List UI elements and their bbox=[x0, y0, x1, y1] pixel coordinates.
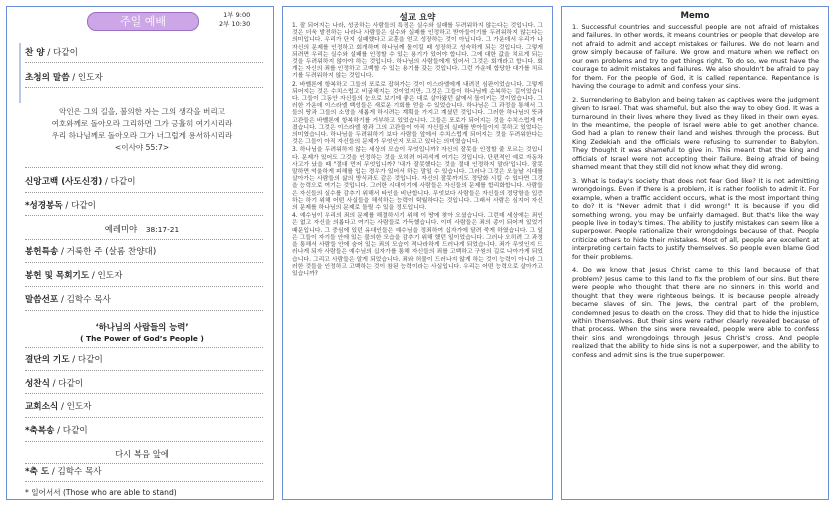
order-item-scripture-reading: *성경봉독 / 다같이 bbox=[25, 201, 96, 211]
sermon-title-english: ( The Power of God’s People ) bbox=[80, 334, 204, 343]
order-item-who: 다같이 bbox=[71, 201, 96, 211]
order-item-label: *축 도 bbox=[25, 467, 50, 477]
service-title: 주일 예배 bbox=[87, 12, 199, 31]
order-item-offering-song: 봉헌특송 / 거룩한 주 (살롬 찬양대) bbox=[25, 247, 157, 257]
divider bbox=[25, 87, 263, 88]
invitation-scripture: 악인은 그의 길을, 불의한 자는 그의 생각을 버리고 여호와께로 돌아오라 그리하면 그가 긍휼히 여기시리라 우리 하나님께로 돌아오라 그가 너그럽게 용서하시리라 <이사야 55:7> bbox=[21, 106, 263, 154]
divider bbox=[25, 393, 263, 394]
divider bbox=[25, 192, 263, 193]
divider bbox=[25, 62, 263, 63]
order-item-blessing-song: *축복송 / 다같이 bbox=[25, 426, 88, 436]
sermon-summary-panel bbox=[282, 6, 553, 500]
order-item-label: 말씀선포 bbox=[25, 295, 59, 305]
order-item-who: 다같이 bbox=[52, 48, 78, 58]
order-item-who: 다같이 bbox=[62, 426, 88, 436]
memo-title: Memo bbox=[680, 11, 710, 21]
divider bbox=[25, 441, 263, 442]
standing-note: * 일어서서 (Those who are able to stand) bbox=[25, 488, 177, 497]
divider bbox=[25, 310, 263, 311]
order-item-label: 봉헌특송 bbox=[25, 247, 59, 257]
order-item-label: 교회소식 bbox=[25, 402, 59, 412]
divider bbox=[25, 481, 263, 482]
order-item-label: 찬 양 bbox=[25, 48, 45, 58]
divider bbox=[25, 370, 263, 371]
divider bbox=[25, 463, 263, 464]
order-item-label: *성경봉독 bbox=[25, 201, 63, 211]
divider bbox=[25, 286, 263, 287]
order-item-who: 다같이 bbox=[58, 379, 84, 389]
summary-body bbox=[292, 23, 543, 279]
divider bbox=[25, 262, 263, 263]
order-of-service-panel bbox=[6, 6, 274, 500]
summary-paragraph: 4. 예수님이 우리의 죄의 문제를 해결하시기 위해 이 땅에 찾아 오셨습니다. 그런데 세상에는 죄인은 없고 자신을 의롭다고 여기는 사람들로 가득했습니다. 이미 사람들은 죄의 종이 되어져 있었기 때문입니다. 그 중심에 있던 유대인들은 예수님을 정죄하여 십자가에 달려 죽게 하였습니다. 그 일은 그들이 자기들 안에 있는 불의한 모습을 감추기 위해 했던 일이었습니다. 그러나 오히려 그 과정을 통해서 사람들 안에 숨어 있는 죄의 모습이 적나라하게 드러나게 되었습니다. 죄가 무엇인지 드러나게 되자 사람들은 예수님의 십자가를 통해 자신들의 죄를 고백하고 구원의 길로 나아가게 되었습니다. 그리고 사람들은 알게 되었습니다. 죄와 허물이 드러나지 않게 하는 것이 능력이 아니라 그러한 것들을 인정하고 고백하는 것이 참된 능력이라는 사실입니다. 우리는 어떤 능력으로 살아가고 있습니까? bbox=[292, 213, 543, 277]
sermon-title bbox=[21, 322, 263, 344]
next-week-title: 다시 복음 앞에 bbox=[115, 449, 169, 459]
order-item-who: 거룩한 주 (살롬 찬양대) bbox=[66, 247, 157, 257]
service-time-1: 1부 9:00 bbox=[223, 11, 251, 19]
order-item-label: 결단의 기도 bbox=[25, 355, 70, 365]
memo-body bbox=[572, 23, 819, 364]
service-times bbox=[219, 11, 250, 29]
reading-book: 예레미야 bbox=[104, 224, 138, 234]
summary-paragraph: 3. 하나님을 두려워하지 않는 세상의 모습이 무엇입니까? 자신의 잘못을 인정할 줄 모르는 것입니다. 문제가 있어도 그것을 인정하는 것을 오히려 어리석게 여기는 것입니다. 단편적인 예로 자동차 사고가 났을 때 "절대 먼저 무엇입니까? '내가 잘못했다는 것을 절대 인정하지 말라'입니다. 잘못 말하면 억울하게 피해를 입는 경우가 있어서 하는 말일 수 있습니다. 그러나 그것은 오늘날 시대를 살아가는 사람들의 삶의 방식과도 같은 것입니다. 자신의 잘못까지도 정당화 시킬 수 있다면 그것을 능력으로 여기는 것입니다. 그러한 시대이기에 사람들은 자신들의 문제를 합리화합니다. 사람들은 자신들의 실수를 감추기 위해서 타인을 비난합니다. 무엇보다 사람들은 자신들의 정당함을 입증하는 하기 위해 어떤 사실들을 해석하는 능력이 탁월하다는 것입니다. 그래서 사람은 심지어 자신의 문제를 하나님의 문제로 돌릴 수 있을 정도입니다. bbox=[292, 147, 543, 212]
order-item-who: 김학수 목사 bbox=[66, 295, 111, 305]
order-item-label: 신앙고백 (사도신경) bbox=[25, 177, 103, 187]
divider bbox=[25, 239, 263, 240]
order-item-praise: 찬 양 / 다같이 bbox=[25, 48, 78, 58]
memo-paragraph: 1. Successful countries and successful people are not afraid of mistakes and failures. In other words, it means countries or people that develop are not afraid to admit and accept mistakes or failures. We do not learn and grow simply because of failure. We grow and mature when we reflect on our own problems and try to get things right. To do so, we must have the courage to admit mistakes and failures. We also shouldn't be afraid to pay for them. For the people of God, it is called repentance. Repentance is having the courage to admit and confess your sins. bbox=[572, 23, 819, 91]
divider bbox=[25, 417, 263, 418]
memo-paragraph: 2. Surrendering to Babylon and being taken as captives were the judgment given to Israel. That was shameful, but also the way to obey God. It was a turnaround in their lives where they lived as they liked in their own eyes. In the meantime, the people of Israel were able to get another chance. God had a plan to renew their land and wishes through the process. But King Zedekiah and the officials were refusing to surrender to Babylon. They thought it was shameful to give in. This meant that the king and officials of Israel were not accepting their failure. Being afraid of being shamed meant that they still did not know what they did wrong. bbox=[572, 95, 819, 172]
divider bbox=[25, 347, 263, 348]
order-item-label: 봉헌 및 목회기도 bbox=[25, 271, 90, 281]
order-item-who: 다같이 bbox=[110, 177, 136, 187]
order-item-label: *축복송 bbox=[25, 426, 55, 436]
decor-bar bbox=[19, 43, 21, 103]
divider bbox=[25, 167, 263, 168]
order-item-who: 김학수 목사 bbox=[57, 467, 102, 477]
order-item-offering-prayer: 봉헌 및 목회기도 / 인도자 bbox=[25, 271, 123, 281]
order-item-who: 다같이 bbox=[77, 355, 103, 365]
service-time-2: 2부 10:30 bbox=[219, 20, 251, 28]
order-item-label: 성찬식 bbox=[25, 379, 50, 389]
order-item-who: 인도자 bbox=[97, 271, 123, 281]
order-item-benediction: *축 도 / 김학수 목사 bbox=[25, 467, 102, 477]
order-item-creed: 신앙고백 (사도신경) / 다같이 bbox=[25, 177, 136, 187]
reading-reference bbox=[21, 223, 263, 235]
summary-paragraph: 1. 잘 되어지는 나라, 성공하는 사람들의 특징은 실수와 실패를 두려워하지 않는다는 것입니다. 그것은 더욱 발전하는 나라나 사람들은 실수와 실패를 인정하고 받아들이기를 두려워하지 않는다는 의미입니다. 우리가 단지 실패했다고 교훈을 얻고 성장하는 것이 아닙니다. 그 가운데서 우리가 나 자신의 문제를 인정하고 회개하며 하나님께 돌이킬 때 성장하고 성숙하게 되는 것입니다. 그렇게 되려면 우리는 실수와 실패를 인정할 수 있는 용기가 있어야 합니다. 그에 대한 값을 치르게 되는 것을 두려워하지 않아야 하는 것입니다. 하나님의 사람들에게 있어서 그것은 회개라고 합니다. 회개는 자신의 죄를 인정하고 고백할 수 있는 용기를 갖는 것입니다. 그런 가운데 합당한 대가를 치르기를 두려워하지 않는 것입니다. bbox=[292, 23, 543, 80]
order-item-communion: 성찬식 / 다같이 bbox=[25, 379, 84, 389]
order-item-decision-prayer: 결단의 기도 / 다같이 bbox=[25, 355, 103, 365]
order-item-sermon: 말씀선포 / 김학수 목사 bbox=[25, 295, 111, 305]
divider bbox=[25, 215, 263, 216]
reading-verses: 38:17-21 bbox=[145, 225, 180, 234]
order-item-invitation: 초청의 말씀 / 인도자 bbox=[25, 73, 103, 83]
order-item-who: 인도자 bbox=[77, 73, 103, 83]
memo-paragraph: 3. What is today's society that does not fear God like? It is not admitting wrongdoings. Even if there is a problem, it is rather foolish to admit it. For example, when a traffic accident occurs, what is the most important thing to do? It is "Never admit that I did wrong!" It is because if you did something wrong, you may be unfairly damaged. But that's like the way people live in today's times. The ability to justify mistakes can seem like a superpower. People rationalize their wrongdoings because of that. People criticize others to hide their mistakes. Most of all, people are excellent at interpreting certain facts to justify themselves. So people even blame God for their problems. bbox=[572, 176, 819, 261]
memo-paragraph: 4. Do we know that Jesus Christ came to this land because of that problem? Jesus came to this land to fix the problem of our sins. But there were people who thought that there are no sinners in this world and thought that they were righteous beings. It is because people already became slaves of sin. The Jews, the central part of the problem, condemned Jesus to death on the cross. They did that to hide the injustice within themselves. But their sins were rather clearly revealed because of that process. When the sins were revealed, people were able to confess their sins and wrongdoings through Jesus Christ's cross. And people realized that the ability to hide sins is not a superpower, and the ability to confess and admit sins is the true superpower. bbox=[572, 266, 819, 359]
order-item-announcements: 교회소식 / 인도자 bbox=[25, 402, 92, 412]
scripture-reference: <이사야 55:7> bbox=[114, 143, 170, 152]
order-item-label: 초청의 말씀 bbox=[25, 73, 70, 83]
order-item-who: 인도자 bbox=[66, 402, 92, 412]
sermon-title-korean: ‘하나님의 사람들의 능력’ bbox=[95, 322, 189, 332]
memo-panel bbox=[561, 6, 829, 500]
summary-title: 설교 요약 bbox=[399, 13, 436, 23]
summary-paragraph: 2. 바벨론에 항복하고 그들의 포로로 잡혀가는 것이 이스라엘에게 내려진 심판이었습니다. 그렇게 되어지는 것은 수치스럽고 비굴해지는 것이었지만, 그것은 그들이 하나님께 순복하는 길이었습니다. 그들이 그동안 자신들의 눈으로 보기에 좋은 대로 살아왔던 삶에서 돌이키는 것이었습니다. 그러한 가운데 이스라엘 백성들은 새로운 기회를 얻을 수 있었습니다. 하나님은 그 과정을 통해서 그들의 땅과 그들의 소망을 새롭게 하시려는 계획을 가지고 계셨던 것입니다. 그러한 하나님의 뜻과 고관들은 바벨론에 항복하기를 거부하고 있었습니다. 그들은 포로가 되어지는 것을 수치스럽게 여겼습니다. 그것은 이스라엘 왕과 그의 고관들이 아직 자신들의 실패를 받아들이지 못하고 있었다는 의미였습니다. 하나님을 두려워하기 보다 사람들 앞에서 수치스럽게 되어지는 것을 두려워한다는 것은 그들이 아직 자신들의 문제가 무엇인지 모르고 있다는 의미였습니다. bbox=[292, 81, 543, 146]
